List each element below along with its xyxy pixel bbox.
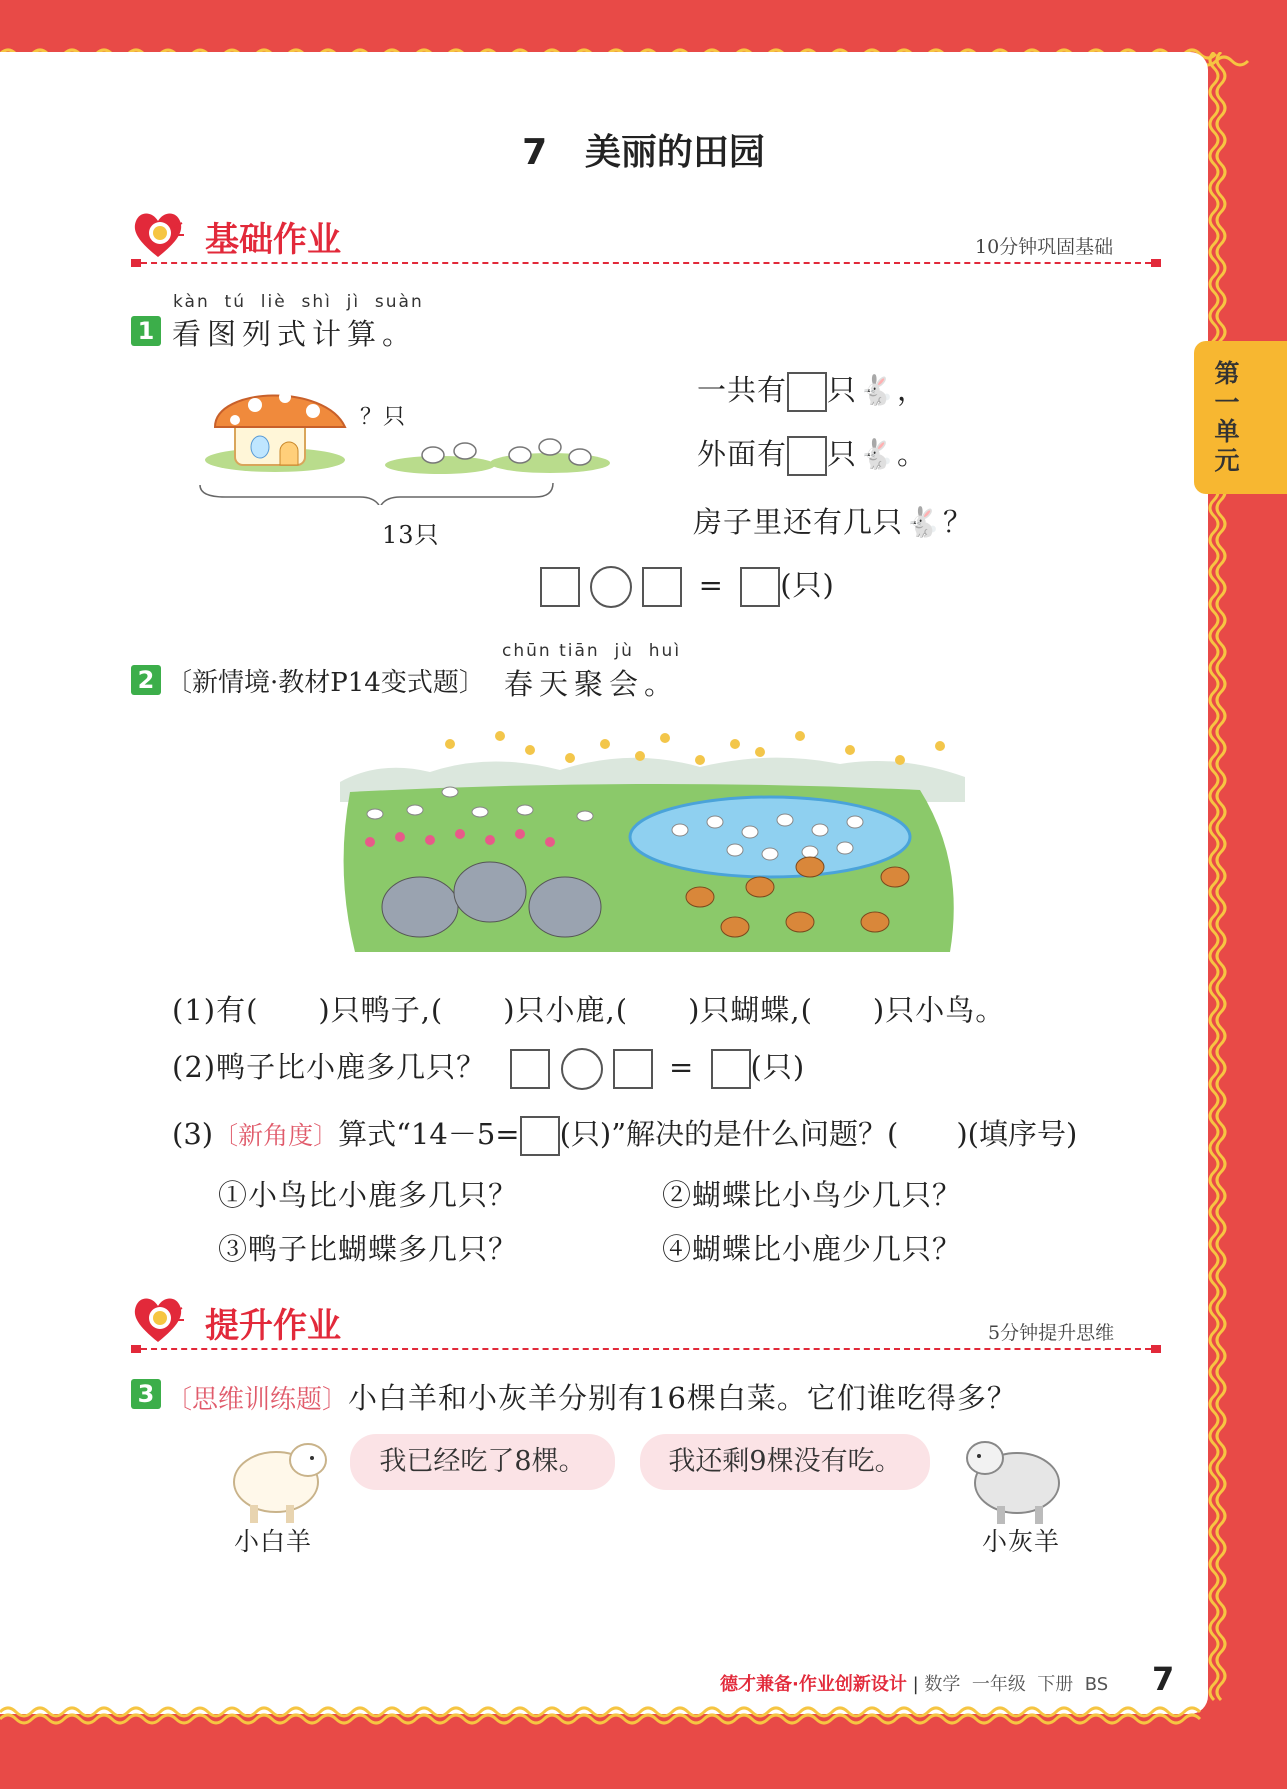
bottom-wave-border bbox=[0, 1700, 1287, 1734]
q1-equation bbox=[540, 563, 835, 608]
answer-box[interactable] bbox=[787, 372, 827, 412]
q1-picture-question: ？只 bbox=[360, 405, 407, 430]
gray-sheep-image bbox=[955, 1428, 1070, 1528]
side-tab-char: 一 bbox=[1214, 388, 1240, 417]
footer-brand: 德才兼备·作业创新设计 bbox=[720, 1674, 907, 1695]
q2-sub3-tag: 〔新角度〕 bbox=[213, 1121, 339, 1150]
section-note-advanced: 5分钟提升思维 bbox=[988, 1322, 1115, 1344]
q2-sub3-number: (3) bbox=[172, 1117, 214, 1151]
q1-line-total bbox=[697, 368, 927, 412]
answer-box[interactable] bbox=[613, 1049, 653, 1089]
q2-pinyin: chūn tiān jù huì bbox=[502, 641, 682, 661]
right-wave-border bbox=[1200, 52, 1230, 1714]
page-number: 7 bbox=[1152, 1660, 1175, 1698]
divider-end bbox=[131, 259, 141, 267]
q3-text: 小白羊和小灰羊分别有16棵白菜。它们谁吃得多？ bbox=[348, 1381, 1017, 1415]
q2-sub2 bbox=[172, 1045, 805, 1090]
section-note-basic: 10分钟巩固基础 bbox=[975, 236, 1114, 258]
q1-pinyin: kàn tú liè shì jì suàn bbox=[173, 292, 424, 312]
q1-line2-unit: 只 bbox=[827, 437, 858, 471]
question-number-badge: 2 bbox=[131, 665, 161, 695]
side-tab-char: 单 bbox=[1214, 417, 1240, 446]
q1-line2-punct: 。 bbox=[897, 437, 928, 471]
q3-line bbox=[166, 1376, 1017, 1417]
q1-line3-text: 房子里还有几只 bbox=[693, 505, 904, 539]
q3-tag: 〔思维训练题〕 bbox=[166, 1385, 349, 1415]
side-tab-char: 第 bbox=[1214, 359, 1240, 388]
heart-clock-icon bbox=[130, 205, 186, 261]
question-number-badge: 1 bbox=[131, 316, 161, 346]
answer-box[interactable] bbox=[787, 436, 827, 476]
answer-box[interactable] bbox=[510, 1049, 550, 1089]
q1-line1-unit: 只 bbox=[827, 373, 858, 407]
answer-box[interactable] bbox=[642, 567, 682, 607]
question-number-badge: 3 bbox=[131, 1379, 161, 1409]
q1-line-inside bbox=[693, 500, 973, 541]
rabbit-icon: 🐇 bbox=[858, 373, 896, 407]
speech-bubble-white-sheep: 我已经吃了8棵。 bbox=[350, 1434, 615, 1490]
q1-eq-unit: (只) bbox=[780, 568, 835, 602]
q2-sub3-text: 算式“14－5= bbox=[338, 1117, 520, 1151]
divider-end bbox=[131, 1345, 141, 1353]
section-divider-advanced bbox=[141, 1348, 1151, 1350]
answer-box[interactable] bbox=[740, 567, 780, 607]
answer-box[interactable] bbox=[711, 1049, 751, 1089]
gray-sheep-label: 小灰羊 bbox=[982, 1527, 1061, 1556]
q2-sub1: (1)有( )只鸭子,( )只小鹿,( )只蝴蝶,( )只小鸟。 bbox=[172, 993, 1006, 1027]
answer-box[interactable] bbox=[520, 1116, 560, 1156]
q2-option-1: ①小鸟比小鹿多几只？ bbox=[218, 1178, 519, 1212]
q1-line1-punct: ， bbox=[897, 373, 928, 407]
q1-line3-punct: ？ bbox=[943, 505, 974, 539]
section-divider-basic bbox=[141, 262, 1151, 264]
q1-picture-total: 13只 bbox=[382, 521, 440, 549]
section-heading-basic: 基础作业 bbox=[205, 220, 341, 260]
divider-end bbox=[1151, 259, 1161, 267]
white-sheep-label: 小白羊 bbox=[234, 1527, 313, 1556]
q2-option-2: ②蝴蝶比小鸟少几只？ bbox=[662, 1178, 963, 1212]
side-tab-char: 元 bbox=[1214, 446, 1240, 475]
q1-line1-text: 一共有 bbox=[697, 373, 788, 407]
q2-sub2-unit: (只) bbox=[750, 1050, 806, 1084]
q2-option-3: ③鸭子比蝴蝶多几只？ bbox=[218, 1232, 519, 1266]
footer-separator: | bbox=[912, 1674, 919, 1695]
rabbit-icon: 🐇 bbox=[858, 437, 896, 471]
speech-bubble-gray-sheep: 我还剩9棵没有吃。 bbox=[640, 1434, 930, 1490]
unit-side-tab-text bbox=[1212, 359, 1242, 475]
footer-info: 数学 一年级 下册 BS bbox=[924, 1674, 1109, 1695]
equals-sign: = bbox=[698, 568, 724, 602]
heart-clock-icon bbox=[130, 1290, 186, 1346]
q2-sub2-text: (2)鸭子比小鹿多几只？ bbox=[172, 1050, 487, 1084]
q1-line2-text: 外面有 bbox=[697, 437, 788, 471]
section-heading-advanced: 提升作业 bbox=[205, 1306, 341, 1346]
rabbit-icon: 🐇 bbox=[904, 505, 942, 539]
q2-option-4: ④蝴蝶比小鹿少几只？ bbox=[662, 1232, 963, 1266]
q2-tag: 〔新情境·教材P14变式题〕 bbox=[166, 668, 485, 698]
divider-end bbox=[1151, 1345, 1161, 1353]
footer bbox=[720, 1670, 1108, 1696]
white-sheep-image bbox=[228, 1430, 338, 1525]
answer-box[interactable] bbox=[540, 567, 580, 607]
q1-instruction: 看图列式计算。 bbox=[172, 317, 418, 351]
operator-circle[interactable] bbox=[561, 1048, 603, 1090]
spring-gathering-image bbox=[340, 722, 965, 962]
unit-side-tab bbox=[1194, 341, 1287, 494]
q2-sub3 bbox=[172, 1112, 1077, 1156]
q1-line-outside bbox=[697, 432, 927, 476]
mushroom-house-rabbits-image bbox=[195, 375, 635, 505]
page-title: 7 美丽的田园 bbox=[522, 132, 765, 173]
q2-instruction: 春天聚会。 bbox=[504, 667, 680, 701]
operator-circle[interactable] bbox=[590, 566, 632, 608]
equals-sign: = bbox=[668, 1050, 695, 1084]
q2-sub3-text-end: (只)”解决的是什么问题？( )(填序号) bbox=[559, 1117, 1078, 1151]
